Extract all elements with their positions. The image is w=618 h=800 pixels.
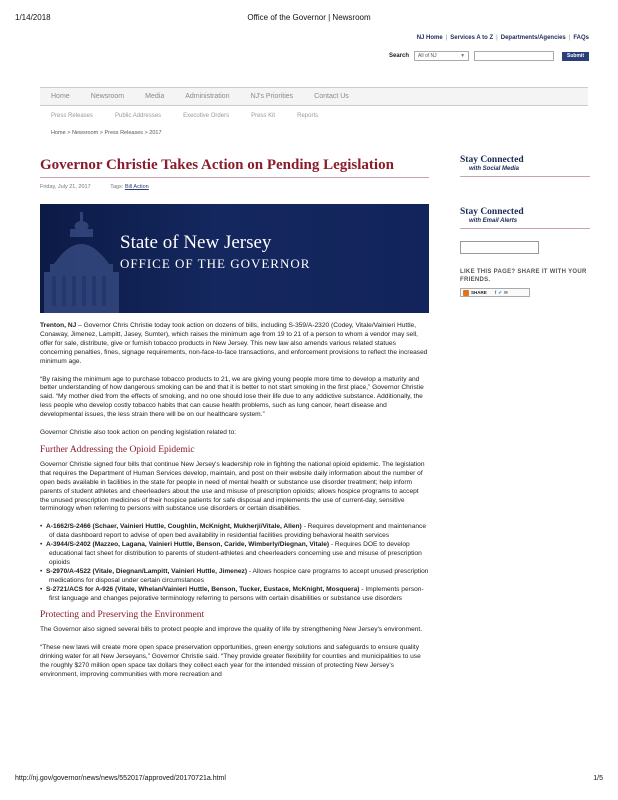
list-item: • A-3944/S-2402 (Mazzeo, Lagana, Vainieri Huttle, Benson, Caride, Wimberly/Diegnan, Vitale) - Requires DOE to develop educational fact sheet for distribution to parents of student-athletes and cheerleaders concerning use and misuse of prescription opioids [40,541,422,566]
nav-newsroom[interactable]: Newsroom [90,93,125,100]
print-header [15,13,603,25]
utility-nav: NJ Home | Services A to Z | Departments/Agencies | FAQs [416,35,589,41]
utility-link-nj-home[interactable]: NJ Home [416,35,443,41]
list-item: • S-2970/A-4522 (Vitale, Diegnan/Lampitt, Vainieri Huttle, Jimenez) - Allows hospice care programs to accept unused prescription medications for disposal under certain circumstances [40,567,429,584]
nav-contact[interactable]: Contact Us [314,93,349,100]
utility-link-faqs[interactable]: FAQs [573,35,589,41]
quote-paragraph: “By raising the minimum age to purchase tobacco products to 21, we are giving young people more time to develop a maturity and better understanding of how dangerous smoking can be and that it is better to not start smoking in the first place,” Governor Christie said. “My mother died from the effects of smoking, and no one should lose their life due to any addictive substance. Additionally, the less people who develop costly tobacco habits that can cause health problems, such as lung cancer, heart disease and developmental issues, the less strain there will be on our healthcare system.” [40,375,424,419]
subnav-reports[interactable]: Reports [297,113,319,119]
chevron-down-icon: ▼ [460,53,466,59]
also-paragraph: Governor Christie also took action on pending legislation related to: [40,429,237,437]
banner-title: State of New Jersey [120,232,272,253]
subnav-press-releases[interactable]: Press Releases [51,113,94,119]
utility-link-services[interactable]: Services A to Z [450,35,494,41]
facebook-icon: f [494,290,497,295]
search-label: Search [389,53,410,59]
page-number: 1/5 [593,775,603,782]
stay-connected-email-title: Stay Connected [460,207,524,217]
article-body [40,322,429,689]
utility-link-departments[interactable]: Departments/Agencies [500,35,566,41]
print-date: 1/14/2018 [15,13,51,22]
subnav-public-addresses[interactable]: Public Addresses [115,113,162,119]
nav-media[interactable]: Media [145,93,165,100]
title-divider [40,177,429,178]
email-alerts-link[interactable]: with Email Alerts [469,218,518,224]
subnav-press-kit[interactable]: Press Kit [251,113,276,119]
email-icon: ✉ [504,289,508,295]
quote-paragraph: “These new laws will create more open space preservation opportunities, green energy solutions and safeguards to ensure quality drinking water for all New Jerseyans,” Governor Christie said. “They provide greater flexibility for counties and municipalities to use the roughly $270 million open space tax dollars they collect each year for the intended mission of protecting New Jersey’s environment, improving communities with more recreation and [40,644,421,678]
nav-administration[interactable]: Administration [185,93,230,100]
article-date: Friday, July 21, 2017 [40,184,91,190]
search-bar [389,50,589,62]
banner-subtitle: OFFICE OF THE GOVERNOR [120,256,311,271]
breadcrumb[interactable]: Home > Newsroom > Press Releases > 2017 [51,130,162,136]
print-page-title: Office of the Governor | Newsroom [247,13,371,22]
list-item: • A-1662/S-2466 (Schaer, Vainieri Huttle, Coughlin, McKnight, Mukherji/Vitale, Allen) - Requires development and maintenance of data dashboard report to advise of open bed availability in residential facilities providing behavioral health services [40,523,427,540]
governor-banner [40,204,429,313]
bill-list [40,523,429,603]
environment-paragraph: The Governor also signed several bills to protect people and improve the quality of life by strengthening New Jersey's environment. [40,626,423,634]
tags-label: Tags: [110,184,124,190]
opioid-paragraph: Governor Christie signed four bills that continue New Jersey's leadership role in fighting the national opioid epidemic. The legislation that requires the Department of Human Services develop, maintain, and post on their website daily information about the number of open beds available in facilities in the state for people in need of mental health or substance use disorder treatment; help inform parents of student athletes and cheerleaders about the use and misuse of prescription opioids; allows hospice programs to accept the unused prescription medicines of their hospice patients for safe disposal and implements the use of current-day, sensitive terminology when referring to persons with substance use disorders or certain disabilities. [40,460,425,513]
sidebar-divider [460,228,590,229]
list-item: • S-2721/ACS for A-926 (Vitale, Whelan/Vainieri Huttle, Benson, Tucker, Eustace, McKnight, Mosquera) - Implements person-first language and changes pejorative terminology referring to persons with certain disabilities or substance use disorders [40,585,424,602]
social-media-link[interactable]: with Social Media [469,166,520,172]
share-prompt: LIKE THIS PAGE? SHARE IT WITH YOUR FRIENDS. [460,269,587,283]
print-footer [15,775,603,787]
search-scope-select[interactable]: All of NJ ▼ [414,51,469,61]
page-title: Governor Christie Takes Action on Pending Legislation [40,157,394,173]
section-heading-environment: Protecting and Preserving the Environment [40,610,205,621]
share-button[interactable]: SHARE f ✔ ✉ [460,288,530,297]
section-heading-opioid: Further Addressing the Opioid Epidemic [40,444,195,455]
page-url: http://nj.gov/governor/news/news/552017/approved/20170721a.html [15,775,226,782]
main-nav [40,87,588,106]
article-meta [40,184,149,190]
tag-link-bill-action[interactable]: Bill Action [124,184,149,190]
lead-paragraph: Trenton, NJ – Governor Chris Christie today took action on dozens of bills, including S-359/A-2320 (Codey, Vitale/Vainieri Huttle, Conaway, Jimenez, Lampitt, Jasey, Sumter), which raises the minimum age from 19 to 21 of a person to whom a vendor may sell, offer for sale, distribute, give or furnish tobacco products in New Jersey. This new law also amends various related statues concerning penalties, fines, signage requirements, non-face-to-face transactions, and enforcement provisions to reflect the increased minimum age. [40,322,428,365]
search-input[interactable] [474,51,554,61]
sub-nav [51,113,340,119]
search-submit-button[interactable]: Submit [562,52,589,61]
share-icon [463,290,469,296]
subnav-executive-orders[interactable]: Executive Orders [183,113,230,119]
stay-connected-social-title: Stay Connected [460,155,524,165]
nav-home[interactable]: Home [51,93,70,100]
email-input[interactable] [460,241,539,254]
sidebar [460,155,595,297]
nav-priorities[interactable]: NJ's Priorities [250,93,294,100]
twitter-icon: ✔ [498,289,503,295]
